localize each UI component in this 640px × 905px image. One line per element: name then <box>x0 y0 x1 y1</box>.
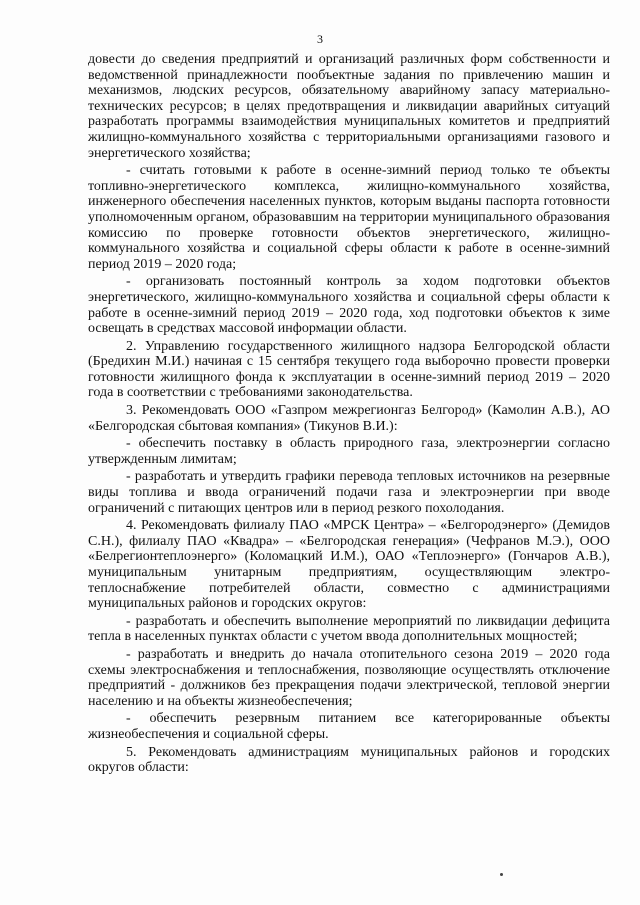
paragraph-item-2: 2. Управлению государственного жилищного надзора Белгородской области (Бредихин М.И.) начиная с 15 сентября текущего года выборочно провести проверки готовности жилищного фонда к эксплуатации в осенне-зимний период 2019 – 2020 года в соответствии с требованиями законодательства. <box>88 338 610 401</box>
page-number: 3 <box>317 32 323 46</box>
document-body <box>88 52 610 778</box>
paragraph-item-5: 5. Рекомендовать администрациям муниципальных районов и городских округов области: <box>88 744 610 776</box>
paragraph-continuation: довести до сведения предприятий и организаций различных форм собственности и ведомственной принадлежности пообъектные задания по привлечению машин и механизмов, людских ресурсов, обязательному аварийному запасу материально-технических ресурсов; в целях предотвращения и ликвидации аварийных ситуаций разработать программы взаимодействия муниципальных комитетов и предприятий жилищно-коммунального хозяйства с территориальными организациями газового и энергетического хозяйства; <box>88 52 610 161</box>
paragraph-heat-deficit: - разработать и обеспечить выполнение мероприятий по ликвидации дефицита тепла в населенных пунктах области с учетом ввода дополнительных мощностей; <box>88 613 610 645</box>
scan-speck <box>500 873 503 876</box>
paragraph-readiness-criteria: - считать готовыми к работе в осенне-зимний период только те объекты топливно-энергетического комплекса, жилищно-коммунального хозяйства, инженерного обеспечения населенных пунктов, которым выданы паспорта готовности уполномоченным органом, образовавшим на территории муниципального образования комиссию по проверке готовности объектов энергетического, жилищно-коммунального хозяйства и социальной сферы области к работе в осенне-зимний период 2019 – 2020 года; <box>88 163 610 272</box>
paragraph-item-3: 3. Рекомендовать ООО «Газпром межрегионгаз Белгород» (Камолин А.В.), АО «Белгородская сбытовая компания» (Тикунов В.И.): <box>88 403 610 434</box>
paragraph-supply-schemes: - разработать и внедрить до начала отопительного сезона 2019 – 2020 года схемы электроснабжения и теплоснабжения, позволяющие осуществлять отключение предприятий - должников без прекращения подачи электрической, тепловой энергии населению и на объекты жизнеобеспечения; <box>88 646 610 709</box>
paragraph-item-4: 4. Рекомендовать филиалу ПАО «МРСК Центра» – «Белгородэнерго» (Демидов С.Н.), филиалу ПАО «Квадра» – «Белгородская генерация» (Чефранов М.Э.), ООО «Белрегионтеплоэнерго» (Коломацкий И.М.), ОАО «Теплоэнерго» (Гончаров А.В.), муниципальным унитарным предприятиям, осуществляющим электро-теплоснабжение потребителей области, совместно с администрациями муниципальных районов и городских округов: <box>88 518 610 612</box>
paragraph-backup-power: - обеспечить резервным питанием все категорированные объекты жизнеобеспечения и социальной сферы. <box>88 711 610 742</box>
paragraph-reserve-fuel: - разработать и утвердить графики перевода тепловых источников на резервные виды топлива и ввода ограничений подачи газа и электроэнергии при вводе ограничений с питающих центров или в период резкого похолодания. <box>88 469 610 516</box>
paragraph-gas-supply: - обеспечить поставку в область природного газа, электроэнергии согласно утвержденным лимитам; <box>88 436 610 467</box>
paragraph-control-organization: - организовать постоянный контроль за ходом подготовки объектов энергетического, жилищно-коммунального хозяйства и социальной сферы области к работе в осенне-зимний период 2019 – 2020 года, ход подготовки объектов к зиме освещать в средствах массовой информации области. <box>88 274 610 337</box>
